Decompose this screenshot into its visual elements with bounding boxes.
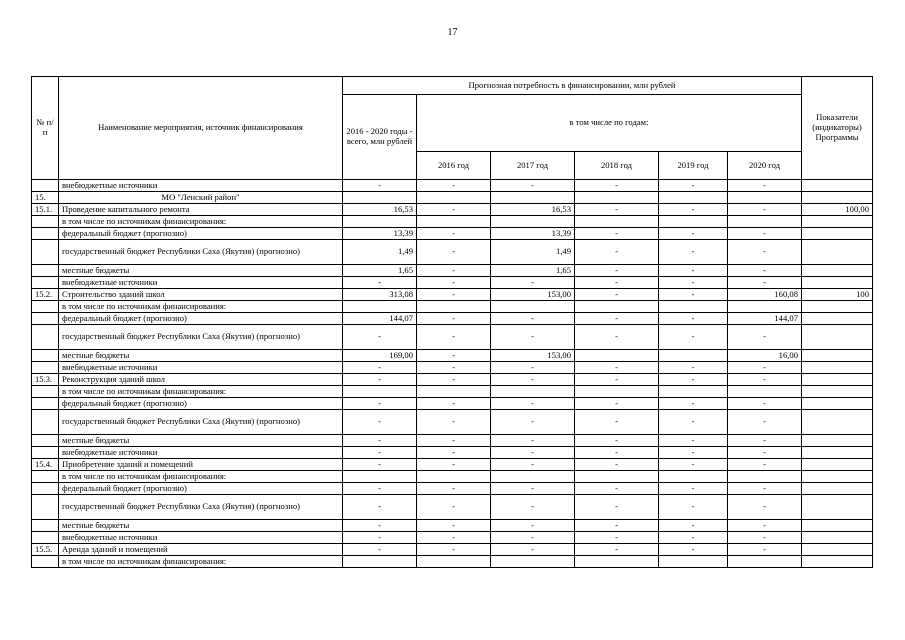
indicator-cell <box>802 483 873 495</box>
amount-cell <box>575 386 659 398</box>
amount-cell: - <box>343 374 417 386</box>
amount-cell: 1,65 <box>343 265 417 277</box>
indicator-cell <box>802 362 873 374</box>
amount-cell: - <box>728 228 802 240</box>
table-header <box>32 77 873 180</box>
amount-cell: - <box>728 520 802 532</box>
amount-cell <box>575 216 659 228</box>
amount-cell <box>417 216 491 228</box>
row-name: внебюджетные источники <box>59 277 343 289</box>
amount-cell: - <box>575 313 659 325</box>
amount-cell <box>659 301 728 313</box>
amount-cell <box>575 301 659 313</box>
row-name: местные бюджеты <box>59 520 343 532</box>
amount-cell: - <box>659 362 728 374</box>
indicator-cell <box>802 301 873 313</box>
table-row <box>32 350 873 362</box>
amount-cell: - <box>659 459 728 471</box>
amount-cell: - <box>659 398 728 410</box>
amount-cell: - <box>491 483 575 495</box>
amount-cell <box>728 301 802 313</box>
amount-cell <box>728 556 802 568</box>
table-row <box>32 398 873 410</box>
row-number <box>32 362 59 374</box>
table-row <box>32 265 873 277</box>
table-row <box>32 228 873 240</box>
amount-cell: - <box>491 447 575 459</box>
amount-cell: 160,08 <box>728 289 802 301</box>
row-name: государственный бюджет Республики Саха (Якутия) (прогнозно) <box>59 410 343 435</box>
amount-cell: - <box>659 410 728 435</box>
empty-cell <box>575 192 659 204</box>
row-number <box>32 556 59 568</box>
amount-cell: - <box>659 313 728 325</box>
indicator-cell <box>802 386 873 398</box>
empty-cell <box>491 192 575 204</box>
amount-cell <box>491 556 575 568</box>
amount-cell: - <box>659 495 728 520</box>
amount-cell: - <box>575 180 659 192</box>
amount-cell: - <box>491 180 575 192</box>
amount-cell: - <box>417 180 491 192</box>
indicator-cell <box>802 520 873 532</box>
row-number: 15.5. <box>32 544 59 556</box>
row-number <box>32 447 59 459</box>
header-forecast: Прогнозная потребность в финансировании, млн рублей <box>343 77 802 95</box>
table-row <box>32 544 873 556</box>
indicator-cell <box>802 265 873 277</box>
row-name: местные бюджеты <box>59 350 343 362</box>
indicator-cell <box>802 447 873 459</box>
table-row <box>32 386 873 398</box>
row-number: 15. <box>32 192 59 204</box>
row-number: 15.1. <box>32 204 59 216</box>
amount-cell: - <box>659 435 728 447</box>
indicator-cell <box>802 495 873 520</box>
amount-cell: - <box>659 325 728 350</box>
table-row <box>32 325 873 350</box>
amount-cell: - <box>417 532 491 544</box>
header-year: 2018 год <box>575 152 659 180</box>
row-name: государственный бюджет Республики Саха (Якутия) (прогнозно) <box>59 240 343 265</box>
amount-cell: - <box>417 520 491 532</box>
amount-cell: - <box>417 362 491 374</box>
amount-cell: - <box>728 265 802 277</box>
amount-cell: 153,00 <box>491 289 575 301</box>
row-number <box>32 265 59 277</box>
amount-cell: - <box>575 483 659 495</box>
row-number <box>32 301 59 313</box>
empty-cell <box>659 192 728 204</box>
amount-cell: - <box>343 410 417 435</box>
row-number: 15.3. <box>32 374 59 386</box>
amount-cell <box>575 471 659 483</box>
row-number <box>32 435 59 447</box>
amount-cell: 1,65 <box>491 265 575 277</box>
indicator-cell <box>802 410 873 435</box>
amount-cell <box>417 556 491 568</box>
amount-cell: - <box>659 180 728 192</box>
amount-cell: - <box>728 362 802 374</box>
row-number <box>32 180 59 192</box>
amount-cell: - <box>417 350 491 362</box>
amount-cell: - <box>575 204 659 216</box>
row-name: местные бюджеты <box>59 265 343 277</box>
amount-cell: - <box>417 374 491 386</box>
amount-cell: - <box>728 325 802 350</box>
amount-cell: - <box>575 398 659 410</box>
financing-table <box>31 76 873 568</box>
row-number <box>32 216 59 228</box>
indicator-cell <box>802 180 873 192</box>
table-row <box>32 471 873 483</box>
amount-cell: 169,00 <box>343 350 417 362</box>
row-name: Проведение капитального ремонта <box>59 204 343 216</box>
indicator-cell <box>802 398 873 410</box>
amount-cell: - <box>659 204 728 216</box>
row-number <box>32 240 59 265</box>
section-title: МО "Ленский район" <box>59 192 343 204</box>
indicator-cell <box>802 216 873 228</box>
amount-cell <box>343 216 417 228</box>
table-row <box>32 289 873 301</box>
amount-cell: - <box>417 204 491 216</box>
header-year: 2019 год <box>659 152 728 180</box>
amount-cell: - <box>659 265 728 277</box>
header-years-group: в том числе по годам: <box>417 95 802 152</box>
amount-cell <box>491 301 575 313</box>
table-row <box>32 374 873 386</box>
amount-cell: - <box>491 435 575 447</box>
indicator-cell <box>802 228 873 240</box>
row-number <box>32 532 59 544</box>
indicator-cell <box>802 532 873 544</box>
row-number <box>32 350 59 362</box>
amount-cell: - <box>417 410 491 435</box>
amount-cell: - <box>659 374 728 386</box>
amount-cell <box>728 216 802 228</box>
amount-cell: - <box>491 459 575 471</box>
indicator-cell <box>802 240 873 265</box>
amount-cell: - <box>575 325 659 350</box>
amount-cell: - <box>575 520 659 532</box>
indicator-cell <box>802 350 873 362</box>
row-name: Приобретение зданий и помещений <box>59 459 343 471</box>
amount-cell: 16,53 <box>343 204 417 216</box>
amount-cell: - <box>491 520 575 532</box>
amount-cell: - <box>417 447 491 459</box>
amount-cell <box>343 301 417 313</box>
amount-cell <box>659 216 728 228</box>
amount-cell <box>728 386 802 398</box>
row-name: местные бюджеты <box>59 435 343 447</box>
amount-cell: - <box>728 483 802 495</box>
row-name: в том числе по источникам финансирования: <box>59 471 343 483</box>
row-number <box>32 495 59 520</box>
amount-cell: - <box>491 374 575 386</box>
amount-cell: - <box>728 240 802 265</box>
amount-cell: 1,49 <box>343 240 417 265</box>
table-body <box>32 180 873 568</box>
row-name: в том числе по источникам финансирования: <box>59 386 343 398</box>
amount-cell: - <box>728 398 802 410</box>
header-year: 2016 год <box>417 152 491 180</box>
amount-cell: 16,53 <box>491 204 575 216</box>
amount-cell: - <box>417 435 491 447</box>
amount-cell <box>343 556 417 568</box>
indicator-cell <box>802 459 873 471</box>
header-total: 2016 - 2020 годы - всего, млн рублей <box>343 95 417 180</box>
amount-cell: - <box>343 495 417 520</box>
table-row <box>32 435 873 447</box>
amount-cell <box>491 216 575 228</box>
table-row <box>32 495 873 520</box>
table-row <box>32 180 873 192</box>
amount-cell: - <box>575 544 659 556</box>
amount-cell: - <box>491 532 575 544</box>
row-number <box>32 483 59 495</box>
amount-cell: - <box>417 313 491 325</box>
header-year: 2020 год <box>728 152 802 180</box>
section-row <box>32 192 873 204</box>
amount-cell: - <box>575 289 659 301</box>
amount-cell: - <box>417 289 491 301</box>
amount-cell: - <box>343 277 417 289</box>
amount-cell <box>659 556 728 568</box>
empty-cell <box>802 192 873 204</box>
amount-cell: - <box>491 495 575 520</box>
amount-cell <box>343 386 417 398</box>
amount-cell <box>491 386 575 398</box>
amount-cell: 144,07 <box>343 313 417 325</box>
amount-cell: - <box>491 544 575 556</box>
amount-cell: - <box>728 374 802 386</box>
amount-cell: - <box>575 265 659 277</box>
amount-cell <box>575 556 659 568</box>
amount-cell: - <box>343 483 417 495</box>
indicator-cell <box>802 313 873 325</box>
amount-cell: - <box>659 532 728 544</box>
amount-cell: - <box>417 240 491 265</box>
table-row <box>32 532 873 544</box>
table-row <box>32 277 873 289</box>
amount-cell: - <box>343 447 417 459</box>
row-number <box>32 520 59 532</box>
amount-cell <box>659 471 728 483</box>
page-number: 17 <box>447 27 458 38</box>
empty-cell <box>343 192 417 204</box>
amount-cell: - <box>575 435 659 447</box>
table-row <box>32 313 873 325</box>
table-row <box>32 447 873 459</box>
table-row <box>32 216 873 228</box>
amount-cell: - <box>491 410 575 435</box>
amount-cell: - <box>343 180 417 192</box>
amount-cell: - <box>728 277 802 289</box>
amount-cell <box>417 471 491 483</box>
amount-cell: 153,00 <box>491 350 575 362</box>
amount-cell: - <box>417 398 491 410</box>
indicator-cell <box>802 374 873 386</box>
table-row <box>32 556 873 568</box>
row-number <box>32 313 59 325</box>
indicator-cell: 100,00 <box>802 204 873 216</box>
amount-cell: - <box>659 289 728 301</box>
indicator-cell <box>802 325 873 350</box>
amount-cell: - <box>728 180 802 192</box>
amount-cell: - <box>728 435 802 447</box>
table-row <box>32 410 873 435</box>
amount-cell <box>659 350 728 362</box>
row-name: внебюджетные источники <box>59 447 343 459</box>
amount-cell: - <box>417 325 491 350</box>
amount-cell: - <box>491 325 575 350</box>
indicator-cell <box>802 544 873 556</box>
amount-cell: - <box>417 483 491 495</box>
amount-cell <box>491 471 575 483</box>
empty-cell <box>728 192 802 204</box>
table-row <box>32 301 873 313</box>
header-name: Наименование мероприятия, источник финансирования <box>59 77 343 180</box>
row-number <box>32 386 59 398</box>
amount-cell: - <box>575 532 659 544</box>
amount-cell <box>659 386 728 398</box>
amount-cell <box>417 386 491 398</box>
amount-cell <box>417 301 491 313</box>
amount-cell: - <box>343 435 417 447</box>
amount-cell: - <box>659 240 728 265</box>
amount-cell: - <box>343 459 417 471</box>
amount-cell: - <box>491 362 575 374</box>
row-name: в том числе по источникам финансирования: <box>59 301 343 313</box>
amount-cell: - <box>343 362 417 374</box>
row-number <box>32 277 59 289</box>
amount-cell: - <box>659 228 728 240</box>
row-number <box>32 325 59 350</box>
row-name: Строительство зданий школ <box>59 289 343 301</box>
row-name: в том числе по источникам финансирования: <box>59 216 343 228</box>
amount-cell: - <box>575 410 659 435</box>
amount-cell: 1,49 <box>491 240 575 265</box>
row-number <box>32 410 59 435</box>
amount-cell: - <box>659 483 728 495</box>
row-number: 15.2. <box>32 289 59 301</box>
amount-cell: - <box>728 495 802 520</box>
amount-cell: - <box>417 495 491 520</box>
header-year: 2017 год <box>491 152 575 180</box>
amount-cell: - <box>659 447 728 459</box>
indicator-cell <box>802 471 873 483</box>
indicator-cell <box>802 556 873 568</box>
amount-cell: - <box>417 277 491 289</box>
row-name: в том числе по источникам финансирования: <box>59 556 343 568</box>
indicator-cell <box>802 277 873 289</box>
row-name: Реконструкция зданий школ <box>59 374 343 386</box>
amount-cell: - <box>659 277 728 289</box>
amount-cell: - <box>417 544 491 556</box>
header-indicators: Показатели (индикаторы) Программы <box>802 77 873 180</box>
amount-cell: - <box>343 398 417 410</box>
row-name: Аренда зданий и помещений <box>59 544 343 556</box>
amount-cell: - <box>728 532 802 544</box>
indicator-cell <box>802 435 873 447</box>
amount-cell: - <box>728 410 802 435</box>
amount-cell: - <box>728 459 802 471</box>
amount-cell: - <box>417 459 491 471</box>
amount-cell: 13,39 <box>343 228 417 240</box>
amount-cell: - <box>728 204 802 216</box>
amount-cell: 313,08 <box>343 289 417 301</box>
row-name: государственный бюджет Республики Саха (Якутия) (прогнозно) <box>59 325 343 350</box>
table-row <box>32 240 873 265</box>
amount-cell: 13,39 <box>491 228 575 240</box>
row-name: государственный бюджет Республики Саха (Якутия) (прогнозно) <box>59 495 343 520</box>
amount-cell: - <box>491 277 575 289</box>
row-number <box>32 398 59 410</box>
amount-cell: - <box>343 532 417 544</box>
amount-cell: - <box>343 325 417 350</box>
amount-cell <box>343 471 417 483</box>
amount-cell: - <box>728 447 802 459</box>
row-name: федеральный бюджет (прогнозно) <box>59 483 343 495</box>
amount-cell: - <box>575 374 659 386</box>
row-name: федеральный бюджет (прогнозно) <box>59 398 343 410</box>
row-number: 15.4. <box>32 459 59 471</box>
amount-cell: - <box>491 313 575 325</box>
amount-cell <box>728 471 802 483</box>
amount-cell: - <box>491 398 575 410</box>
amount-cell: - <box>575 228 659 240</box>
amount-cell <box>575 350 659 362</box>
table-row <box>32 520 873 532</box>
amount-cell: - <box>728 544 802 556</box>
amount-cell: - <box>575 459 659 471</box>
amount-cell: - <box>575 240 659 265</box>
amount-cell: - <box>575 495 659 520</box>
amount-cell: - <box>417 265 491 277</box>
table-row <box>32 204 873 216</box>
header-number: № п/п <box>32 77 59 180</box>
indicator-cell: 100 <box>802 289 873 301</box>
amount-cell: - <box>659 520 728 532</box>
amount-cell: - <box>343 544 417 556</box>
table-row <box>32 459 873 471</box>
row-number <box>32 228 59 240</box>
empty-cell <box>417 192 491 204</box>
row-name: федеральный бюджет (прогнозно) <box>59 313 343 325</box>
row-name: внебюджетные источники <box>59 362 343 374</box>
amount-cell: - <box>343 520 417 532</box>
table-row <box>32 483 873 495</box>
amount-cell: - <box>575 362 659 374</box>
amount-cell: - <box>659 544 728 556</box>
row-number <box>32 471 59 483</box>
amount-cell: - <box>575 447 659 459</box>
row-name: федеральный бюджет (прогнозно) <box>59 228 343 240</box>
row-name: внебюджетные источники <box>59 532 343 544</box>
row-name: внебюджетные источники <box>59 180 343 192</box>
amount-cell: 144,07 <box>728 313 802 325</box>
amount-cell: - <box>417 228 491 240</box>
amount-cell: - <box>575 277 659 289</box>
table-row <box>32 362 873 374</box>
amount-cell: 16,00 <box>728 350 802 362</box>
